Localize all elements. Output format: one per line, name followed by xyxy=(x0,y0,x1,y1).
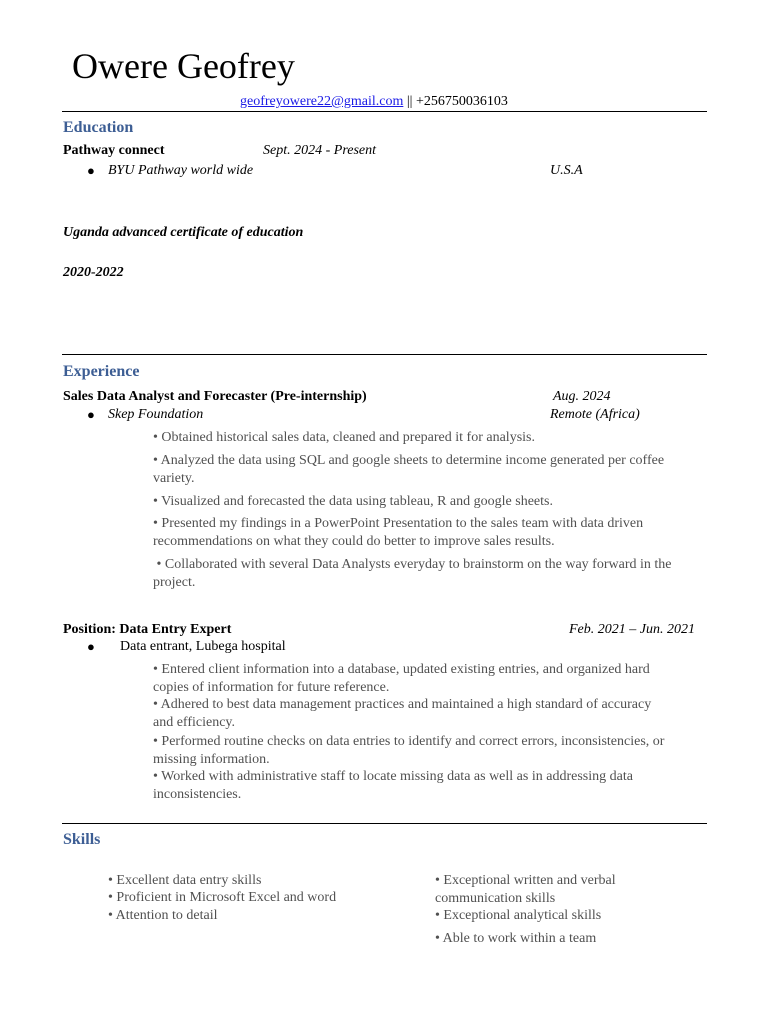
experience-heading: Experience xyxy=(63,363,140,380)
education-1-school: BYU Pathway world wide xyxy=(108,163,254,178)
job-2-org: Data entrant, Lubega hospital xyxy=(120,639,286,654)
experience-divider xyxy=(62,823,707,824)
job-2-item: • Performed routine checks on data entries to identify and correct errors, inconsistencies, or missing information. xyxy=(153,734,665,767)
contact-line xyxy=(240,93,508,111)
job-2-title: Position: Data Entry Expert xyxy=(63,622,232,637)
job-2-dates: Feb. 2021 – Jun. 2021 xyxy=(569,622,695,637)
education-1-bullet: ● xyxy=(87,163,95,178)
header-divider xyxy=(62,111,707,112)
job-2-item: • Entered client information into a database, updated existing entries, and organized hard copies of information for future reference. xyxy=(153,662,650,695)
job-2-item: • Adhered to best data management practices and maintained a high standard of accuracy and efficiency. xyxy=(153,697,652,730)
job-1-item: • Visualized and forecasted the data using tableau, R and google sheets. xyxy=(153,494,553,509)
education-1-title: Pathway connect xyxy=(63,143,165,158)
education-2-title: Uganda advanced certificate of education xyxy=(63,225,304,240)
skill-item: • Exceptional analytical skills xyxy=(435,908,602,923)
education-heading: Education xyxy=(63,119,134,136)
skills-heading: Skills xyxy=(63,831,101,848)
education-1-location: U.S.A xyxy=(550,163,583,178)
skill-item: • Exceptional written and verbal communication skills xyxy=(435,873,616,906)
skill-item: • Proficient in Microsoft Excel and word xyxy=(108,890,337,905)
phone-number: +256750036103 xyxy=(415,94,508,109)
education-2-years: 2020-2022 xyxy=(63,265,124,280)
contact-separator: || xyxy=(403,94,416,109)
job-1-item: • Obtained historical sales data, cleaned and prepared it for analysis. xyxy=(153,430,535,445)
email-link[interactable]: geofreyowere22@gmail.com xyxy=(240,94,404,109)
skill-item: • Attention to detail xyxy=(108,908,218,923)
job-1-item: • Collaborated with several Data Analysts everyday to brainstorm on the way forward in the project. xyxy=(153,557,675,590)
job-1-bullet: ● xyxy=(87,407,95,422)
job-2-bullet: ● xyxy=(87,639,95,654)
job-1-org: Skep Foundation xyxy=(108,407,204,422)
job-1-location: Remote (Africa) xyxy=(550,407,640,422)
skill-item: • Excellent data entry skills xyxy=(108,873,262,888)
candidate-name: Owere Geofrey xyxy=(72,46,295,86)
education-1-dates: Sept. 2024 - Present xyxy=(263,143,377,158)
job-1-title: Sales Data Analyst and Forecaster (Pre-internship) xyxy=(63,389,367,404)
education-divider xyxy=(62,354,707,355)
job-1-date: Aug. 2024 xyxy=(553,389,611,404)
job-1-item: • Presented my findings in a PowerPoint Presentation to the sales team with data driven recommendations on what they could do better to improve sales results. xyxy=(153,516,644,549)
skill-item: • Able to work within a team xyxy=(435,931,597,946)
job-1-item: • Analyzed the data using SQL and google sheets to determine income generated per coffee variety. xyxy=(153,453,665,486)
job-2-item: • Worked with administrative staff to locate missing data as well as in addressing data inconsistencies. xyxy=(153,769,633,802)
